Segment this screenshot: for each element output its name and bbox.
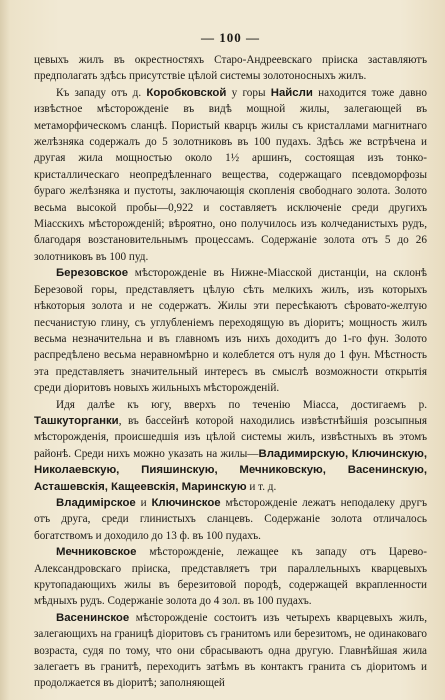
text-run: и т. д. <box>246 480 277 493</box>
page-number: — 100 — <box>201 30 260 45</box>
bold-term: Коробковской <box>146 86 227 99</box>
bold-term: Мечниковское <box>56 546 137 559</box>
text-run: и <box>135 496 152 509</box>
text-run: цевыхъ жилъ въ окрестностяхъ Старо-Андреевскаго прiиска заставляютъ предполагать здѣсь присутствiе цѣлой системы золотоносныхъ жилъ. <box>34 54 427 83</box>
paragraph <box>34 52 427 85</box>
text-run: у горы <box>226 86 271 99</box>
bold-term: Березовское <box>56 267 129 280</box>
bold-term: Ключинское <box>151 496 221 509</box>
bold-term: Васенинское <box>56 611 130 624</box>
paragraph <box>34 85 427 265</box>
text-run: мѣсторожденiе въ Нижне-Мiасской дистанцiи, на склонѣ Березовой горы, представляетъ цѣлую сѣть мелкихъ жилъ, изъ которыхъ нѣкоторыя золота и не содержатъ. Жилы эти пересѣкаютъ сѣровато-желтую песчанистую глину, съ углубленiемъ переходящую въ дiоритъ; мощность жилъ весьма незначительна и въ главномъ изъ нихъ доходитъ до 1-го фун. Золото распредѣлено весьма неравномѣрно и колеблется отъ нуля до 1 фун. Мѣстность эта представляетъ значительный интересъ въ смыслѣ возможности открытiя среди дiоритовъ новыхъ жильныхъ мѣсторожденiй. <box>34 267 427 395</box>
paragraph <box>34 265 427 396</box>
paragraph <box>34 495 427 544</box>
bold-term: Ташкуторганки <box>34 414 119 427</box>
body-text <box>34 52 427 692</box>
paragraph <box>34 544 427 610</box>
bold-term: Найсли <box>270 86 313 99</box>
text-run: находится тоже давно извѣстное мѣсторожденiе въ видѣ мощной жилы, залегающей въ метаморфическомъ сланцѣ. Пористый кварцъ жилы съ кристаллами магнитнаго желѣзняка содержалъ до 5 золотниковъ въ 100 пудахъ. Здѣсь же встрѣчена и другая жила мощностью около 1½ аршинъ, состоящая изъ тонко-кристаллическаго неопредѣленнаго вещества, содержащаго псевдоморфозы бураго желѣзняка и пустоты, заключающiя скопленiя свободнаго золота. Золото весьма высокой пробы—0,922 и составляетъ исключенiе среди другихъ Miасскихъ мѣсторожденiй; вѣроятно, оно получилось изъ колчеданистыхъ рудъ, благодаря возстановительнымъ процессамъ. Содержанiе золота отъ 5 до 26 золотниковъ въ 100 пуд. <box>34 86 427 263</box>
bold-term: Владимирскую, Ключинскую, Николаевскую, Пияшинскую, Мечниковскую, Васенинскую, Асташевскiя, Кащеевскiя, Маринскую <box>34 447 427 493</box>
text-run: мѣсторожденiе состоитъ изъ четырехъ кварцевыхъ жилъ, залегающихъ на границѣ дiоритовъ съ гранитомъ или березитомъ, не одинаковаго возраста, судя по тому, что они сбрасываютъ одна другую. Главнѣйшая жила залегаетъ въ гранитѣ, переходитъ затѣмъ въ контактъ гранита съ дiоритомъ и продолжается въ дiоритѣ; заполняющей <box>34 611 427 690</box>
text-run: Къ западу отъ д. <box>56 86 147 99</box>
bold-term: Владимiрское <box>56 496 136 509</box>
text-run: , въ бассейнѣ которой находились извѣстнѣйшiя розсыпныя мѣсторожденiя, происшедшiя изъ цѣлой системы жилъ, извѣстныхъ въ этомъ районѣ. Среди нихъ можно указать на жилы— <box>34 414 427 460</box>
text-run: мѣсторожденiе, лежащее къ западу отъ Царево-Александровскаго прiиска, представляетъ три параллельныхъ кварцевыхъ крутопадающихъ жилы въ березитовой породѣ, содержащей вкрапленности мѣдныхъ рудъ. Содержанiе золота до 4 зол. въ 100 пудахъ. <box>34 546 427 608</box>
text-run: мѣсторожденiе лежатъ неподалеку другъ отъ друга, среди глинистыхъ сланцевъ. Содержанiе золота отличалось богатствомъ и доходило до 13 ф. въ 100 пудахъ. <box>34 496 427 542</box>
text-run: Идя далѣе къ югу, вверхъ по теченiю Miасса, достигаемъ р. <box>56 398 427 411</box>
paragraph <box>34 610 427 692</box>
paragraph <box>34 397 427 495</box>
